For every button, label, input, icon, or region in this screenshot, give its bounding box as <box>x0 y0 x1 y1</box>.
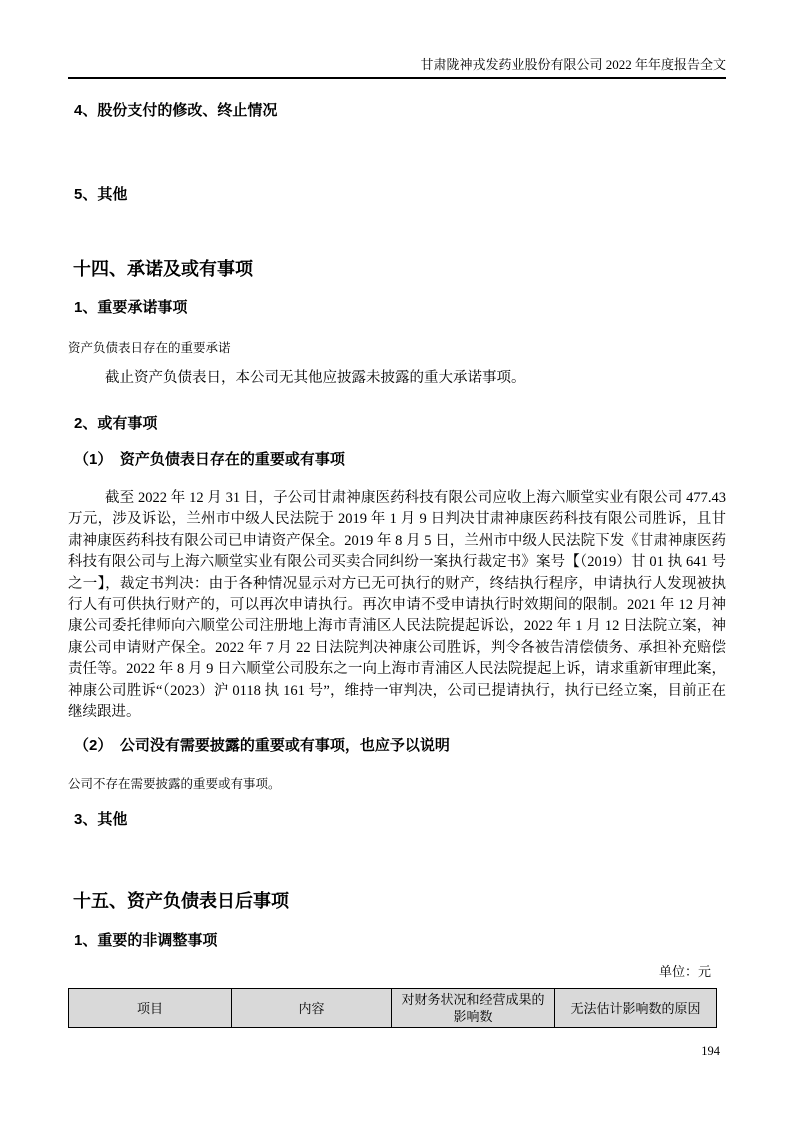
subsequent-events-table <box>68 988 717 1028</box>
section-15-title: 十五、资产负债表日后事项 <box>73 891 289 912</box>
heading-non-adjusting-events: 1、重要的非调整事项 <box>74 932 218 950</box>
heading-contingencies-existing: （1） 资产负债表日存在的重要或有事项 <box>74 451 345 468</box>
section-14-title: 十四、承诺及或有事项 <box>73 259 253 279</box>
heading-contingencies-none: （2） 公司没有需要披露的重要或有事项，也应予以说明 <box>74 737 450 755</box>
page-number: 194 <box>701 1044 720 1059</box>
table-header-impact: 对财务状况和经营成果的影响数 <box>392 989 555 1028</box>
unit-label: 单位：元 <box>658 964 711 980</box>
heading-share-payment: 4、股份支付的修改、终止情况 <box>74 102 278 119</box>
note-balance-sheet-commitments: 资产负债表日存在的重要承诺 <box>68 341 231 355</box>
table-header-row <box>69 989 717 1028</box>
table-header-content: 内容 <box>232 989 392 1028</box>
heading-other-3: 3、其他 <box>74 811 128 829</box>
paragraph-litigation-detail: 截至 2022 年 12 月 31 日，子公司甘肃神康医药科技有限公司应收上海六顺堂实业有限公司 477.43 万元，涉及诉讼，兰州市中级人民法院于 2019 年 1 月 9 日判决甘肃神康医药科技有限公司胜诉，且甘肃神康医药科技有限公司已申请资产保全。2019 年 8 月 5 日，兰州市中级人民法院下发《甘肃神康医药科技有限公司与上海六顺堂实业有限公司买卖合同纠纷一案执行裁定书》案号【（2019）甘 01 执 641 号之一】，裁定书判决：由于各种情况显示对方已无可执行的财产，终结执行程序，申请执行人发现被执行人有可供执行财产的，可以再次申请执行。再次申请不受申请执行时效期间的限制。2021 年 12 月神康公司委托律师向六顺堂公司注册地上海市青浦区人民法院提起诉讼，2022 年 1 月 12 日法院立案，神康公司申请财产保全。2022 年 7 月 22 日法院判决神康公司胜诉，判令各被告清偿债务、承担补充赔偿责任等。2022 年 8 月 9 日六顺堂公司股东之一向上海市青浦区人民法院提起上诉，请求重新审理此案，神康公司胜诉“（2023）沪 0118 执 161 号”，维持一审判决，公司已提请执行，执行已经立案，目前正在继续跟进。 <box>68 490 726 721</box>
report-header <box>68 0 726 79</box>
heading-contingencies: 2、或有事项 <box>74 415 158 432</box>
heading-other-5: 5、其他 <box>74 186 128 203</box>
heading-important-commitments: 1、重要承诺事项 <box>74 299 188 316</box>
report-header-title: 甘肃陇神戎发药业股份有限公司 2022 年年度报告全文 <box>420 57 726 72</box>
paragraph-no-contingencies: 公司不存在需要披露的重要或有事项。 <box>68 777 281 792</box>
table-header-item: 项目 <box>69 989 232 1028</box>
paragraph-no-commitments: 截止资产负债表日，本公司无其他应披露未披露的重大承诺事项。 <box>105 370 526 386</box>
table-header-reason: 无法估计影响数的原因 <box>555 989 717 1028</box>
